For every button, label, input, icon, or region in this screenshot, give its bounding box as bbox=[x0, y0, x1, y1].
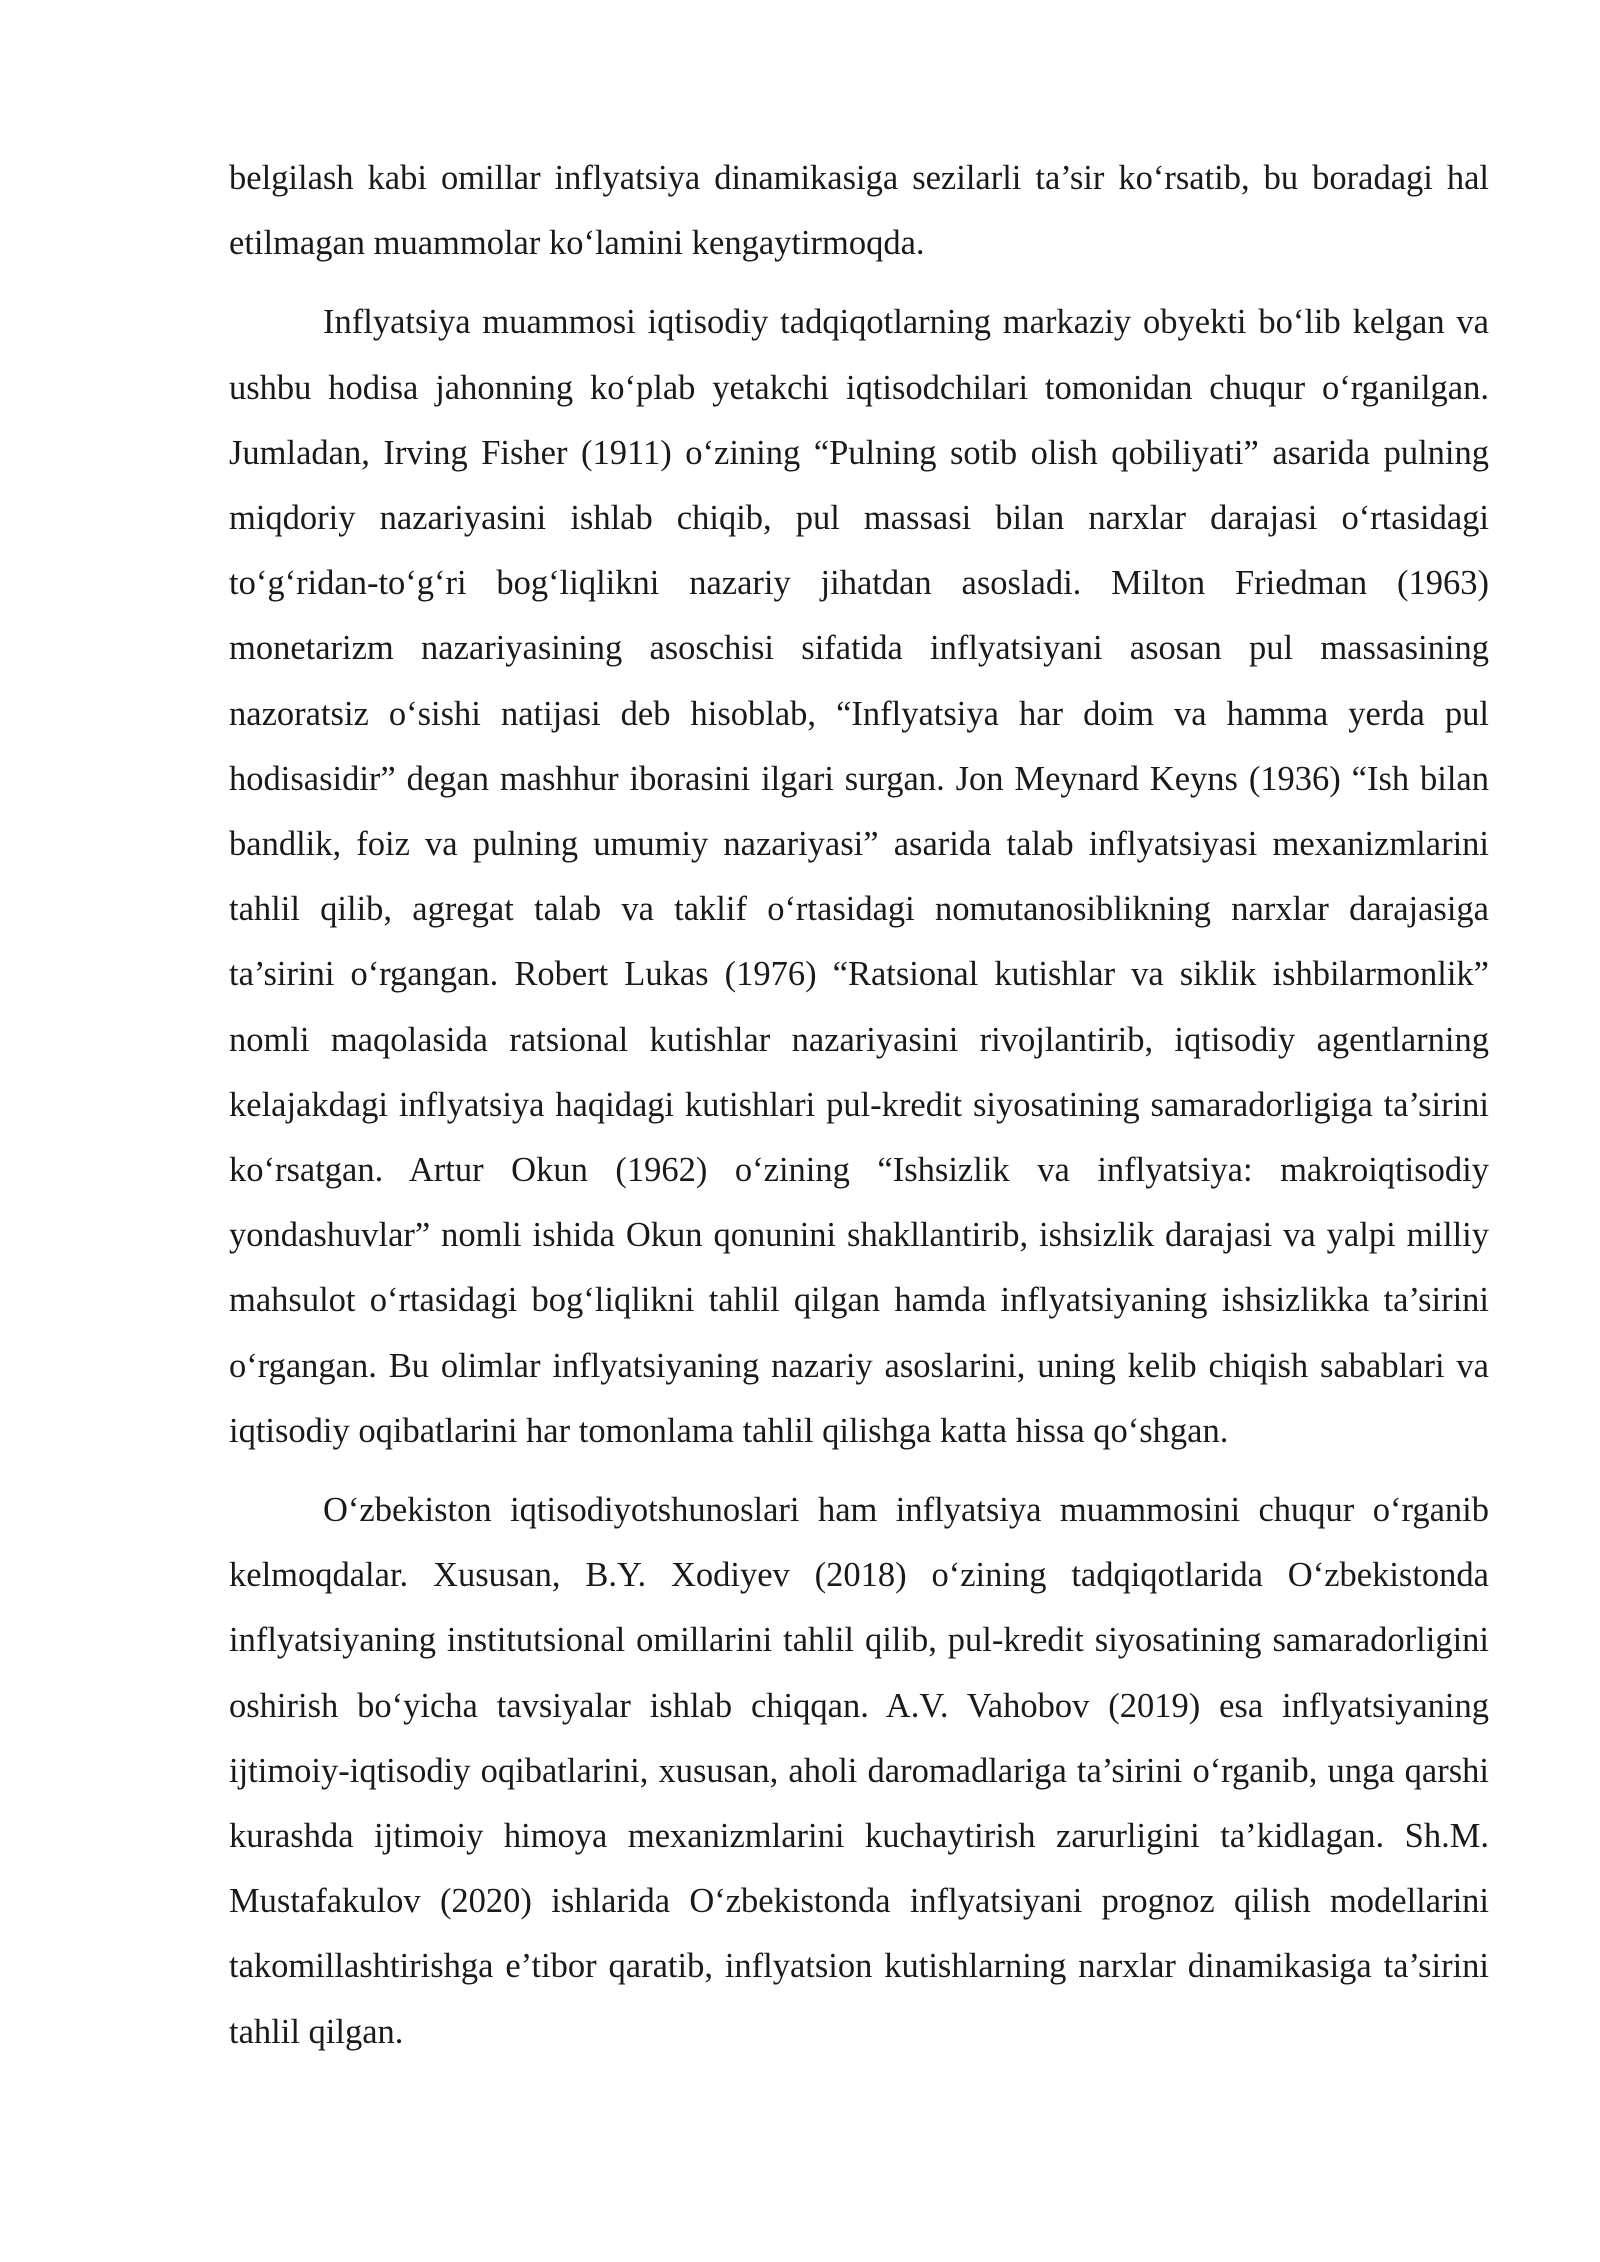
paragraph-uzbek-economists: O‘zbekiston iqtisodiyotshunoslari ham inflyatsiya muammosini chuqur o‘rganib kelmoqdalar. Xususan, B.Y. Xodiyev (2018) o‘zining tadqiqotlarida O‘zbekistonda inflyatsiyaning institutsional omillarini tahlil qilib, pul-kredit siyosatining samaradorligini oshirish bo‘yicha tavsiyalar ishlab chiqqan. A.V. Vahobov (2019) esa inflyatsiyaning ijtimoiy-iqtisodiy oqibatlarini, xususan, aholi daromadlariga ta’sirini o‘rganib, unga qarshi kurashda ijtimoiy himoya mexanizmlarini kuchaytirish zarurligini ta’kidlagan. Sh.M. Mustafakulov (2020) ishlarida O‘zbekistonda inflyatsiyani prognoz qilish modellarini takomillashtirishga e’tibor qaratib, inflyatsion kutishlarning narxlar dinamikasiga ta’sirini tahlil qilgan. bbox=[229, 1491, 1489, 2051]
paragraph-world-economists: Inflyatsiya muammosi iqtisodiy tadqiqotlarning markaziy obyekti bo‘lib kelgan va ushbu hodisa jahonning ko‘plab yetakchi iqtisodchilari tomonidan chuqur o‘rganilgan. Jumladan, Irving Fisher (1911) o‘zining “Pulning sotib olish qobiliyati” asarida pulning miqdoriy nazariyasini ishlab chiqib, pul massasi bilan narxlar darajasi o‘rtasidagi to‘g‘ridan-to‘g‘ri bog‘liqlikni nazariy jihatdan asosladi. Milton Friedman (1963) monetarizm nazariyasining asoschisi sifatida inflyatsiyani asosan pul massasining nazoratsiz o‘sishi natijasi deb hisoblab, “Inflyatsiya har doim va hamma yerda pul hodisasidir” degan mashhur iborasini ilgari surgan. Jon Meynard Keyns (1936) “Ish bilan bandlik, foiz va pulning umumiy nazariyasi” asarida talab inflyatsiyasi mexanizmlarini tahlil qilib, agregat talab va taklif o‘rtasidagi nomutanosiblikning narxlar darajasiga ta’sirini o‘rgangan. Robert Lukas (1976) “Ratsional kutishlar va siklik ishbilarmonlik” nomli maqolasida ratsional kutishlar nazariyasini rivojlantirib, iqtisodiy agentlarning kelajakdagi inflyatsiya haqidagi kutishlari pul-kredit siyosatining samaradorligiga ta’sirini ko‘rsatgan. Artur Okun (1962) o‘zining “Ishsizlik va inflyatsiya: makroiqtisodiy yondashuvlar” nomli ishida Okun qonunini shakllantirib, ishsizlik darajasi va yalpi milliy mahsulot o‘rtasidagi bog‘liqlikni tahlil qilgan hamda inflyatsiyaning ishsizlikka ta’sirini o‘rgangan. Bu olimlar inflyatsiyaning nazariy asoslarini, uning kelib chiqish sabablari va iqtisodiy oqibatlarini har tomonlama tahlil qilishga katta hissa qo‘shgan. bbox=[229, 303, 1489, 1450]
document-body bbox=[229, 146, 1489, 2065]
paragraph-continuation: belgilash kabi omillar inflyatsiya dinamikasiga sezilarli ta’sir ko‘rsatib, bu boradagi hal etilmagan muammolar ko‘lamini kengaytirmoqda. bbox=[229, 159, 1489, 263]
